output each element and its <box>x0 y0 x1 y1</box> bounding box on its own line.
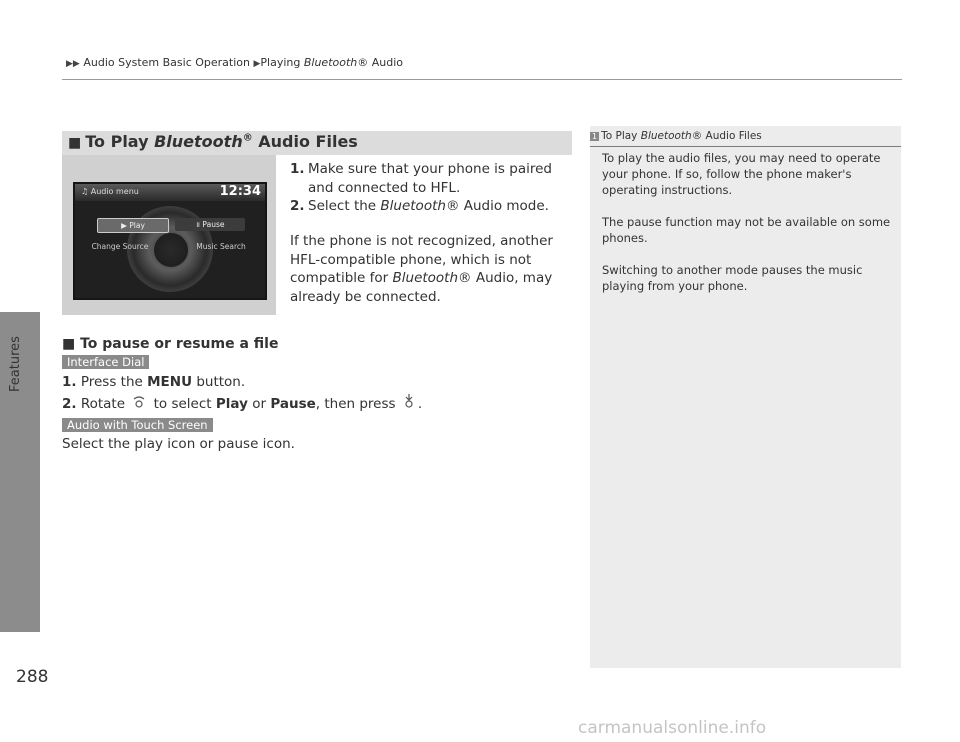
chapter-label: Features <box>8 336 23 392</box>
section-title: ■ To Play Bluetooth® Audio Files <box>68 132 358 151</box>
pause-resume-heading: ■ To pause or resume a file <box>62 336 279 352</box>
note-heading: 1 To Play Bluetooth® Audio Files <box>592 130 762 142</box>
pause-step-2: 2. Rotate to select Play or Pause, then press . <box>62 396 423 412</box>
screen-menu-title: ♫ Audio menu <box>81 187 139 196</box>
pause-step-1: 1. Press the MENU button. <box>62 374 246 390</box>
step-1: 1. Make sure that your phone is paired and connected to HFL. <box>290 161 552 196</box>
screen-clock: 12:34 <box>219 184 261 199</box>
breadcrumb-item-prefix: Playing <box>260 56 304 69</box>
press-dial-icon <box>403 394 415 414</box>
steps-top <box>290 160 570 216</box>
page-number: 288 <box>16 667 49 687</box>
note-paragraph-1: To play the audio files, you may need to operate your phone. If so, follow the phone maker's operating instructions. <box>602 151 881 197</box>
touch-screen-badge: Audio with Touch Screen <box>62 418 213 432</box>
screen-pause-option: ॥ Pause <box>175 218 245 231</box>
note-paragraph-3: Switching to another mode pauses the music playing from your phone. <box>602 263 863 293</box>
compatibility-paragraph: If the phone is not recognized, another HFL-compatible phone, which is not compatible for Bluetooth® Audio, may already be connected. <box>290 233 553 305</box>
breadcrumb-item-suffix: ® Audio <box>357 56 404 69</box>
dial-center-graphic <box>153 232 189 268</box>
breadcrumb <box>66 56 403 69</box>
step-2: 2. Select the Bluetooth® Audio mode. <box>290 198 549 214</box>
screen-change-source-option: Change Source <box>91 242 149 251</box>
note-panel <box>590 126 901 668</box>
breadcrumb-item-italic: Bluetooth <box>303 56 358 69</box>
watermark: carmanualsonline.info <box>578 718 767 738</box>
note-divider <box>590 146 901 147</box>
note-paragraph-2: The pause function may not be available on some phones. <box>602 215 891 245</box>
note-marker-icon: 1 <box>592 132 598 141</box>
screen-play-option: ▶ Play <box>97 218 169 233</box>
audio-menu-screen-image <box>73 182 267 300</box>
screen-music-search-option: Music Search <box>196 242 246 251</box>
interface-dial-badge: Interface Dial <box>62 355 149 369</box>
touch-screen-instruction: Select the play icon or pause icon. <box>62 436 295 452</box>
section-marker-icon: ■ <box>68 135 82 151</box>
breadcrumb-arrow-icon: ▶ <box>253 59 261 69</box>
rotate-dial-icon <box>132 395 146 414</box>
header-divider <box>62 79 902 80</box>
breadcrumb-item-basic-operation[interactable]: Audio System Basic Operation <box>83 56 250 69</box>
breadcrumb-arrow-icon: ▶▶ <box>66 59 80 69</box>
